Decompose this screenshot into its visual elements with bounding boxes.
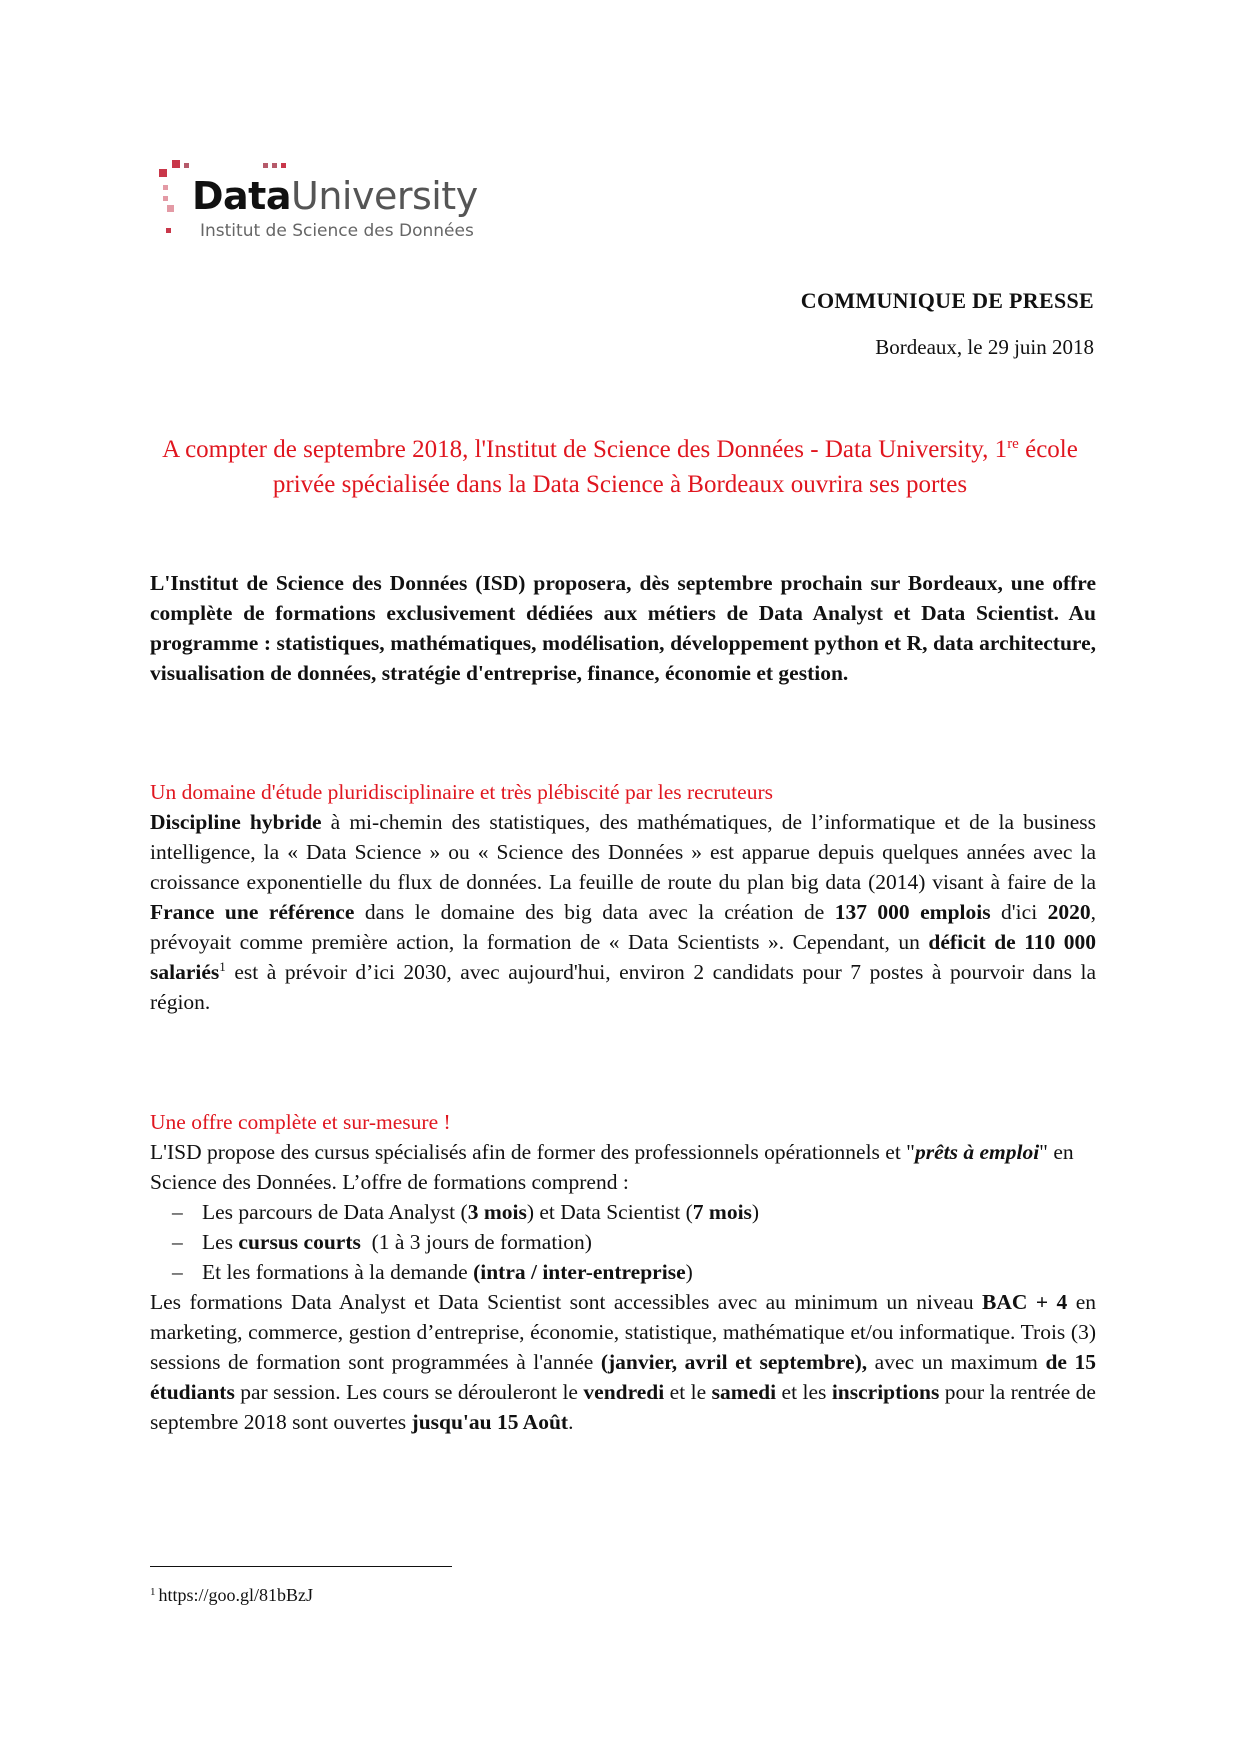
text: (1 à 3 jours de formation) bbox=[360, 1230, 592, 1254]
text: et les bbox=[776, 1380, 832, 1404]
logo-square-icon bbox=[163, 196, 168, 201]
place-date: Bordeaux, le 29 juin 2018 bbox=[875, 335, 1094, 359]
headline-text: école privée spécialisée dans la Data Science à Bordeaux ouvrira ses portes bbox=[272, 436, 1078, 498]
text: Les bbox=[202, 1230, 239, 1254]
bold-text: déficit de 110 000 salariés bbox=[150, 930, 1096, 984]
section-recruiters bbox=[150, 777, 1096, 1017]
list-item bbox=[202, 1197, 1096, 1227]
bold-text: (intra / inter-entreprise bbox=[473, 1260, 686, 1284]
bold-text: inscriptions bbox=[831, 1380, 940, 1404]
section-offer bbox=[150, 1107, 1096, 1437]
bold-text: 7 mois bbox=[692, 1200, 752, 1224]
logo-square-icon bbox=[159, 169, 167, 177]
bold-text: 2020 bbox=[1047, 900, 1091, 924]
text: , prévoyait comme première action, la formation de « Data Scientists ». Cependant, un bbox=[150, 900, 1096, 954]
logo-name-light: University bbox=[291, 174, 478, 218]
logo-square-icon bbox=[172, 160, 180, 168]
text: ) bbox=[685, 1260, 693, 1284]
text: par session. Les cours se dérouleront le bbox=[234, 1380, 584, 1404]
press-release-title: COMMUNIQUE DE PRESSE bbox=[800, 288, 1094, 313]
bold-text: 3 mois bbox=[467, 1200, 527, 1224]
text: Les formations Data Analyst et Data Scientist sont accessibles avec au minimum un niveau bbox=[150, 1290, 983, 1314]
logo-square-icon bbox=[263, 163, 268, 168]
footnote-divider bbox=[150, 1566, 452, 1567]
logo-name-bold: Data bbox=[192, 174, 291, 218]
text: d'ici bbox=[990, 900, 1048, 924]
bold-text: BAC + 4 bbox=[982, 1290, 1068, 1314]
bold-text: Discipline hybride bbox=[150, 810, 322, 834]
bold-text: (janvier, avril et septembre), bbox=[600, 1350, 868, 1374]
bold-text: vendredi bbox=[583, 1380, 665, 1404]
headline bbox=[140, 432, 1100, 502]
headline-text: A compter de septembre 2018, l'Institut de Science des Données - Data University, 1 bbox=[162, 436, 1008, 463]
text: Et les formations à la demande bbox=[202, 1260, 474, 1284]
logo-subtitle: Institut de Science des Données bbox=[200, 221, 474, 241]
logo-wordmark bbox=[192, 176, 478, 216]
footnote-number: 1 bbox=[150, 1586, 156, 1598]
list-item bbox=[202, 1257, 1096, 1287]
offer-list bbox=[150, 1197, 1096, 1287]
logo-square-icon bbox=[272, 163, 277, 168]
bold-text: cursus courts bbox=[238, 1230, 361, 1254]
text: en marketing, commerce, gestion d’entreprise, économie, statistique, mathématique et/ou informatique. Trois (3) sessions de formation sont programmées à l'année bbox=[150, 1290, 1096, 1374]
bold-text: samedi bbox=[711, 1380, 777, 1404]
section-heading: Une offre complète et sur-mesure ! bbox=[150, 1110, 451, 1134]
text: et le bbox=[664, 1380, 712, 1404]
headline-superscript: re bbox=[1007, 436, 1019, 452]
section-paragraph bbox=[150, 1287, 1096, 1437]
logo-bullet-icon bbox=[166, 228, 171, 233]
list-item bbox=[202, 1227, 1096, 1257]
data-university-logo bbox=[150, 150, 530, 250]
bold-text: France une référence bbox=[150, 900, 355, 924]
text: " en Science des Données. L’offre de formations comprend : bbox=[150, 1140, 1074, 1194]
bold-text: 137 000 emplois bbox=[834, 900, 991, 924]
footnote-link[interactable]: https://goo.gl/81bBzJ bbox=[158, 1585, 314, 1605]
bold-text: de 15 étudiants bbox=[150, 1350, 1096, 1404]
footnote-reference[interactable]: 1 bbox=[219, 959, 226, 974]
lead-paragraph: L'Institut de Science des Données (ISD) proposera, dès septembre prochain sur Bordeaux, une offre complète de formations exclusivement dédiées aux métiers de Data Analyst et Data Scientist. Au programme : statistiques, mathématiques, modélisation, développement python et R, data architecture, visualisation de données, stratégie d'entreprise, finance, économie et gestion. bbox=[150, 571, 1096, 685]
footnote bbox=[150, 1585, 313, 1606]
text: pour la rentrée de septembre 2018 sont ouvertes bbox=[150, 1380, 1096, 1434]
text: . bbox=[568, 1410, 574, 1434]
section-heading: Un domaine d'étude pluridisciplinaire et très plébiscité par les recruteurs bbox=[150, 780, 773, 804]
text: Les parcours de Data Analyst ( bbox=[202, 1200, 468, 1224]
section-intro bbox=[150, 1137, 1096, 1197]
logo-square-icon bbox=[163, 185, 168, 190]
text: à mi-chemin des statistiques, des mathématiques, de l’informatique et de la business intelligence, la « Data Science » ou « Science des Données » est apparue depuis quelques années avec la croissance exponentielle du flux de données. La feuille de route du plan big data (2014) visant à faire de la bbox=[150, 810, 1097, 894]
text: ) bbox=[751, 1200, 760, 1224]
text: avec un maximum bbox=[867, 1350, 1046, 1374]
logo-square-icon bbox=[167, 205, 174, 212]
logo-square-icon bbox=[184, 163, 189, 168]
emphasis-text: prêts à emploi bbox=[914, 1140, 1040, 1164]
section-paragraph bbox=[150, 807, 1096, 1017]
text: dans le domaine des big data avec la création de bbox=[354, 900, 835, 924]
text: L'ISD propose des cursus spécialisés afin de former des professionnels opérationnels et " bbox=[150, 1140, 915, 1164]
text: est à prévoir d’ici 2030, avec aujourd'hui, environ 2 candidats pour 7 postes à pourvoir dans la région. bbox=[150, 960, 1096, 1014]
text: ) et Data Scientist ( bbox=[526, 1200, 693, 1224]
bold-text: jusqu'au 15 Août bbox=[411, 1410, 569, 1434]
logo-square-icon bbox=[281, 163, 286, 168]
